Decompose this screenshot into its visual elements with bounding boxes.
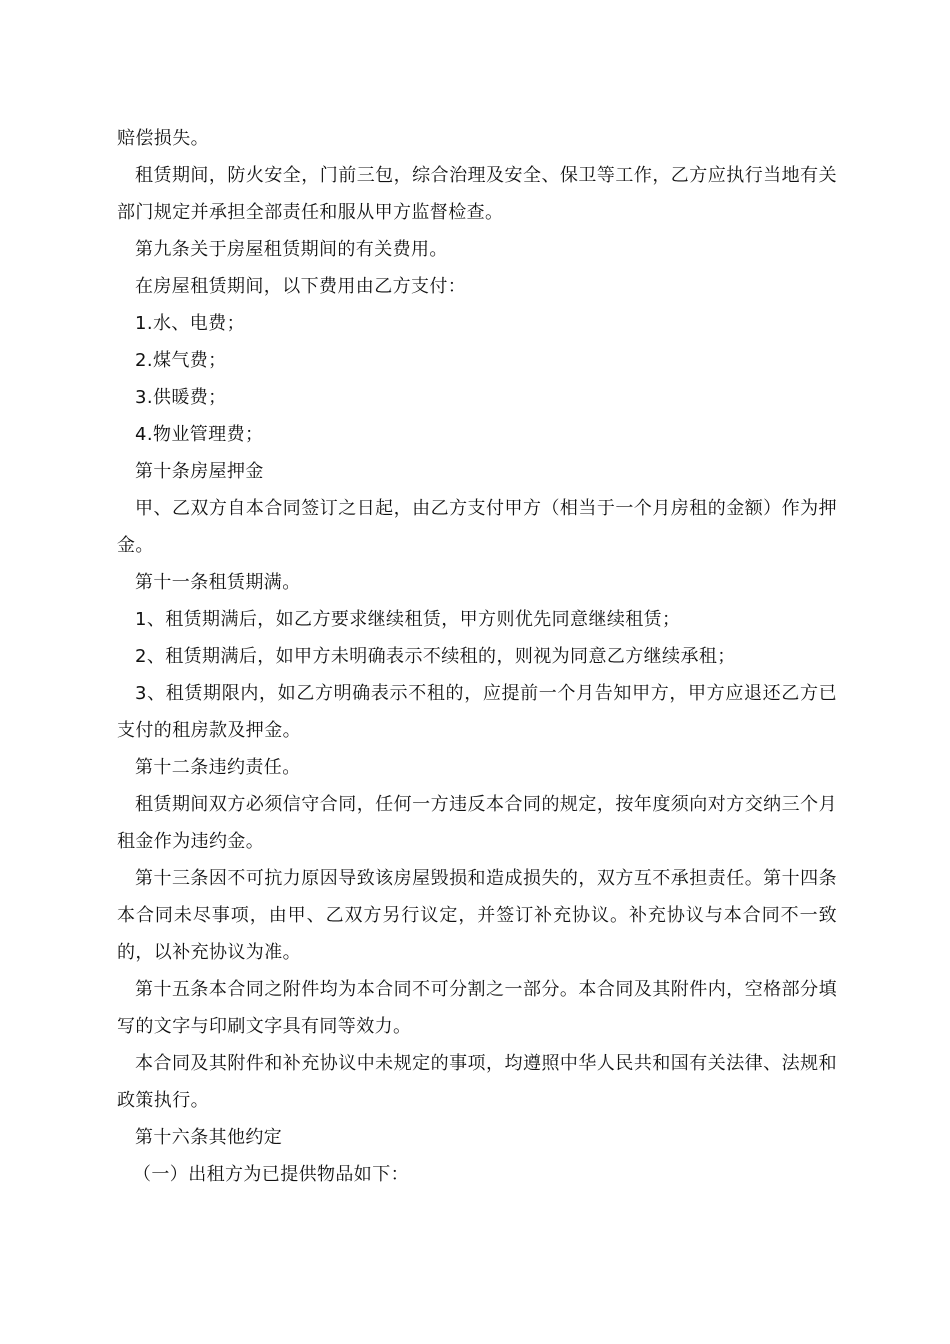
list-item: 2.煤气费； xyxy=(135,350,227,371)
paragraph: 本合同及其附件和补充协议中未规定的事项，均遵照中华人民共和国有关法律、法规和政策执行。 xyxy=(117,1053,837,1111)
list-item: 1、租赁期满后，如乙方要求继续租赁，甲方则优先同意继续租赁； xyxy=(135,609,681,630)
list-item: （一）出租方为已提供物品如下： xyxy=(133,1164,409,1185)
paragraph: 赔偿损失。 xyxy=(117,128,209,149)
document-body xyxy=(117,120,837,1193)
article-heading: 第十一条租赁期满。 xyxy=(135,572,301,593)
paragraph: 在房屋租赁期间，以下费用由乙方支付： xyxy=(135,276,467,297)
paragraph: 租赁期间，防火安全，门前三包，综合治理及安全、保卫等工作，乙方应执行当地有关部门规定并承担全部责任和服从甲方监督检查。 xyxy=(117,165,837,223)
list-item: 3.供暖费； xyxy=(135,387,227,408)
article-heading: 第九条关于房屋租赁期间的有关费用。 xyxy=(135,239,448,260)
list-item: 2、租赁期满后，如甲方未明确表示不续租的，则视为同意乙方继续承租； xyxy=(135,646,736,667)
list-item: 4.物业管理费； xyxy=(135,424,264,445)
paragraph: 第十五条本合同之附件均为本合同不可分割之一部分。本合同及其附件内，空格部分填写的文字与印刷文字具有同等效力。 xyxy=(117,979,837,1037)
list-item: 3、租赁期限内，如乙方明确表示不租的，应提前一个月告知甲方，甲方应退还乙方已支付的租房款及押金。 xyxy=(117,683,837,741)
article-heading: 第十六条其他约定 xyxy=(135,1127,283,1148)
paragraph: 租赁期间双方必须信守合同，任何一方违反本合同的规定，按年度须向对方交纳三个月租金作为违约金。 xyxy=(117,794,837,852)
article-heading: 第十二条违约责任。 xyxy=(135,757,301,778)
list-item: 1.水、电费； xyxy=(135,313,245,334)
paragraph: 甲、乙双方自本合同签订之日起，由乙方支付甲方（相当于一个月房租的金额）作为押金。 xyxy=(117,498,837,556)
article-heading: 第十条房屋押金 xyxy=(135,461,264,482)
paragraph: 第十三条因不可抗力原因导致该房屋毁损和造成损失的，双方互不承担责任。第十四条本合同未尽事项，由甲、乙双方另行议定，并签订补充协议。补充协议与本合同不一致的，以补充协议为准。 xyxy=(117,868,837,963)
